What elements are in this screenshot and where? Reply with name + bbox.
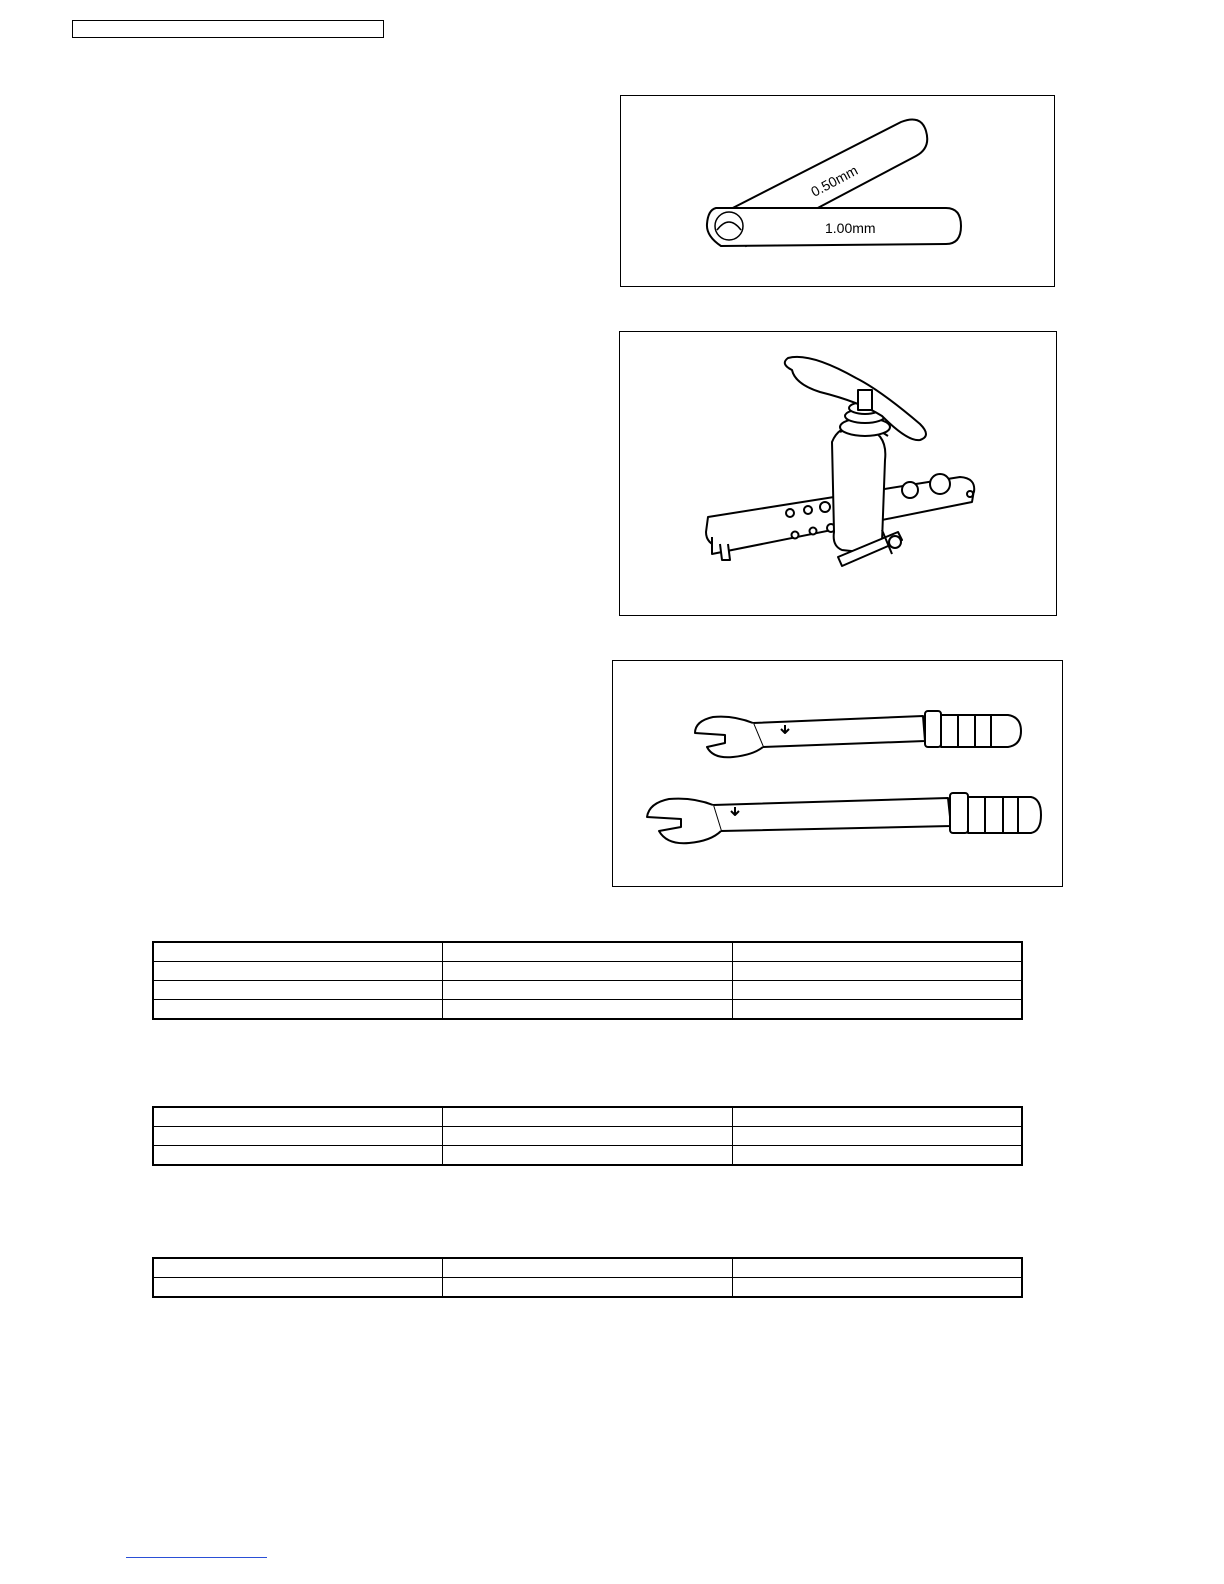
table-cell [732, 1278, 1022, 1298]
table-cell [443, 1107, 733, 1127]
table-cell [732, 1258, 1022, 1278]
table-cell [153, 942, 443, 962]
table-cell [732, 1000, 1022, 1020]
table-cell [443, 1278, 733, 1298]
table-row [153, 942, 1022, 962]
torque-wrench-figure [612, 660, 1063, 887]
table-cell [443, 1146, 733, 1166]
label-thick-blade: 1.00mm [825, 220, 876, 236]
table-row [153, 1107, 1022, 1127]
table-row [153, 1258, 1022, 1278]
flaring-tool-illustration [620, 332, 1056, 615]
footer-link-underline[interactable] [126, 1557, 267, 1558]
table-cell [153, 1000, 443, 1020]
table-cell [732, 981, 1022, 1000]
feeler-gauge-figure [620, 95, 1055, 287]
table-cell [443, 981, 733, 1000]
table-cell [732, 1146, 1022, 1166]
table-row [153, 981, 1022, 1000]
table-cell [732, 942, 1022, 962]
table-cell [153, 981, 443, 1000]
table-row [153, 1278, 1022, 1298]
feeler-gauge-illustration [621, 96, 1054, 286]
table-row [153, 1127, 1022, 1146]
table-cell [443, 962, 733, 981]
table-cell [153, 1258, 443, 1278]
table-row [153, 1146, 1022, 1166]
header-label-box [72, 20, 384, 38]
torque-wrench-illustration [613, 661, 1062, 886]
label-thin-blade: 0.50mm [808, 161, 861, 200]
spec-table-1 [152, 941, 1023, 1020]
table-cell [443, 1127, 733, 1146]
table-cell [732, 962, 1022, 981]
table-cell [443, 1000, 733, 1020]
table-row [153, 1000, 1022, 1020]
spec-table-3 [152, 1257, 1023, 1298]
table-cell [153, 1146, 443, 1166]
table-cell [443, 942, 733, 962]
table-cell [153, 1127, 443, 1146]
flaring-tool-figure [619, 331, 1057, 616]
table-cell [443, 1258, 733, 1278]
table-cell [732, 1107, 1022, 1127]
table-cell [153, 962, 443, 981]
table-cell [732, 1127, 1022, 1146]
table-cell [153, 1107, 443, 1127]
spec-table-2 [152, 1106, 1023, 1166]
table-cell [153, 1278, 443, 1298]
table-row [153, 962, 1022, 981]
